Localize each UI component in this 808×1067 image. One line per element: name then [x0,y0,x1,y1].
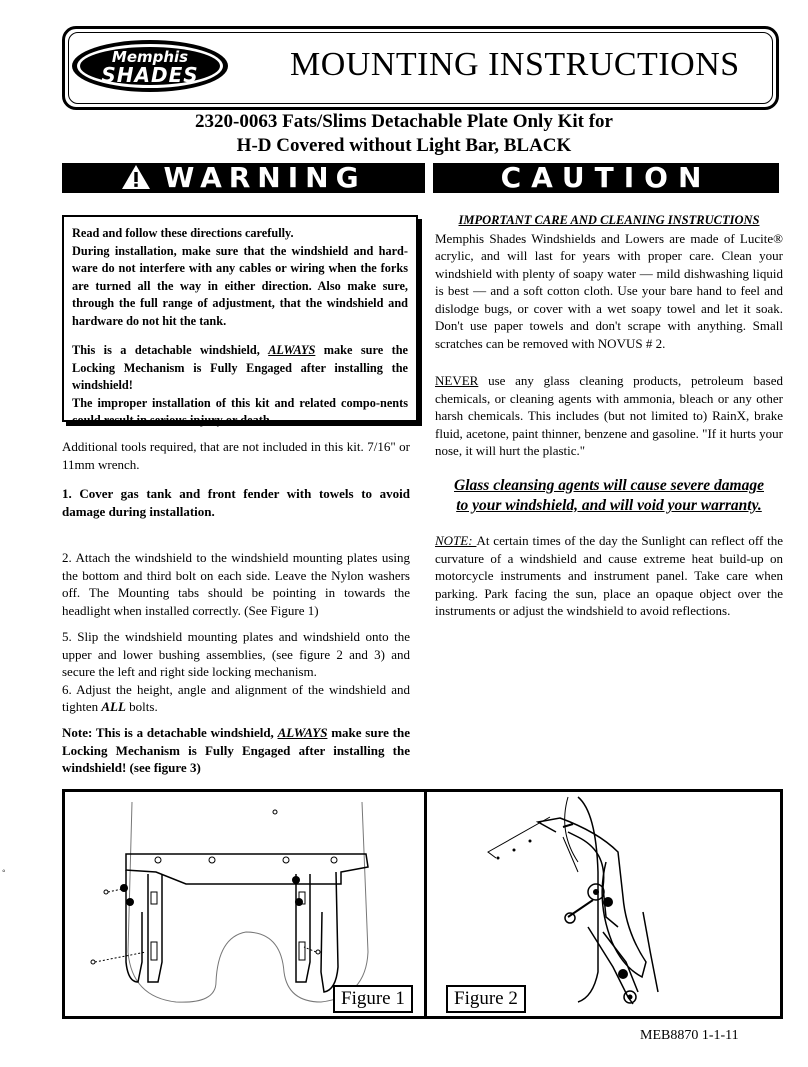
logo-brand-top: Memphis [111,48,189,66]
never-section: NEVER use any glass cleaning products, petroleum based chemicals, or cleaning agents with ammonia, bleach or any other harsh chemicals. This includes (but not limited to) RainX, brake fluid, acetone, paint thinner, benzene and gasoline. "If it hurts your nose, it will hurt the plastic." [435,373,783,458]
step-1: 1. Cover gas tank and front fender with towels to avoid damage during installation. [62,486,410,519]
warning-box [62,215,418,427]
care-section [435,212,783,352]
kit-title-line2: H-D Covered without Light Bar, BLACK [236,135,572,156]
figure-2-label: Figure 2 [446,985,526,1013]
warning-banner [62,163,425,193]
figure-2-illustration [428,792,780,1016]
document-code: MEB8870 1-1-11 [640,1028,739,1043]
figures-divider [424,789,427,1019]
care-heading: IMPORTANT CARE AND CLEANING INSTRUCTIONS [458,213,760,227]
page-title: MOUNTING INSTRUCTIONS [290,46,740,83]
logo-brand-bottom: SHADES [101,63,199,87]
memphis-shades-logo [70,38,230,94]
warning-triangle-icon [121,164,151,190]
step-5: 5. Slip the windshield mounting plates and windshield onto the upper and lower bushing assemblies, (see figure 2 and 3) and secure the left and right side locking mechanism. [62,629,410,679]
margin-mark: ◦ [2,866,6,877]
figure-1-illustration [66,792,422,1016]
warning-p1: Read and follow these directions carefully. [72,226,294,240]
tools-text: Additional tools required, that are not included in this kit. 7/16" or 11mm wrench. [62,439,410,472]
figure-1-label: Figure 1 [333,985,413,1013]
never-word: NEVER [435,373,479,388]
warning-banner-text: WARNING [163,161,366,194]
sunlight-note: NOTE: At certain times of the day the Sunlight can reflect off the curvature of a windshield and cause extreme heat build-up on motorcycle instruments and instrument panel. Take care when parking. Park facing the sun, place an opaque object over the instruments or adjust the windshield to avoid reflections. [435,533,783,618]
caution-banner-text: CAUTION [500,161,712,194]
note-word: NOTE: [435,533,477,548]
care-body: Memphis Shades Windshields and Lowers are made of Lucite® acrylic, and will last for years with proper care. Clean your windshield with plenty of soapy water — mild dishwashing liquid is best — and a soft cotton cloth. Use your bare hand to feel and dislodge bugs, or cover with a wet soapy towel and let it soak. Don't use paper towels and don't scrape with anything. Small scratches can be removed with NOVUS # 2. [435,230,783,351]
always-emphasis: ALWAYS [268,343,316,357]
warning-p2: During installation, make sure that the windshield and hard-ware do not interfere with any cables or wiring when the forks are turned all the way in either direction. Also make sure, through the full range of adjustment, that the windshield and hardware do not hit the tank. [72,243,408,328]
step-2: 2. Attach the windshield to the windshield mounting plates using the bottom and third bolt on each side. Leave the Nylon washers off. The Mounting tabs should be pointing in towards the headlight when installed correctly. (See Figure 1) [62,550,410,618]
kit-title [0,110,808,158]
step-6: 6. Adjust the height, angle and alignment of the windshield and tighten ALL bolts. [62,681,410,714]
note-detachable: Note: This is a detachable windshield, ALWAYS make sure the Locking Mechanism is Fully Engaged after installing the windshield! (see figure 3) [62,725,410,775]
glass-warning: Glass cleansing agents will cause severe damage to your windshield, and will void your warranty. [454,477,764,514]
step-5-6 [62,628,410,716]
warning-p3: This is a detachable windshield, ALWAYS make sure the Locking Mechanism is Fully Engaged after installing the windshield! [72,343,408,392]
kit-title-line1: 2320-0063 Fats/Slims Detachable Plate Only Kit for [195,111,613,132]
caution-banner [433,163,779,193]
warning-p4: The improper installation of this kit and related compo-nents could result in serious injury or death. [72,395,408,427]
